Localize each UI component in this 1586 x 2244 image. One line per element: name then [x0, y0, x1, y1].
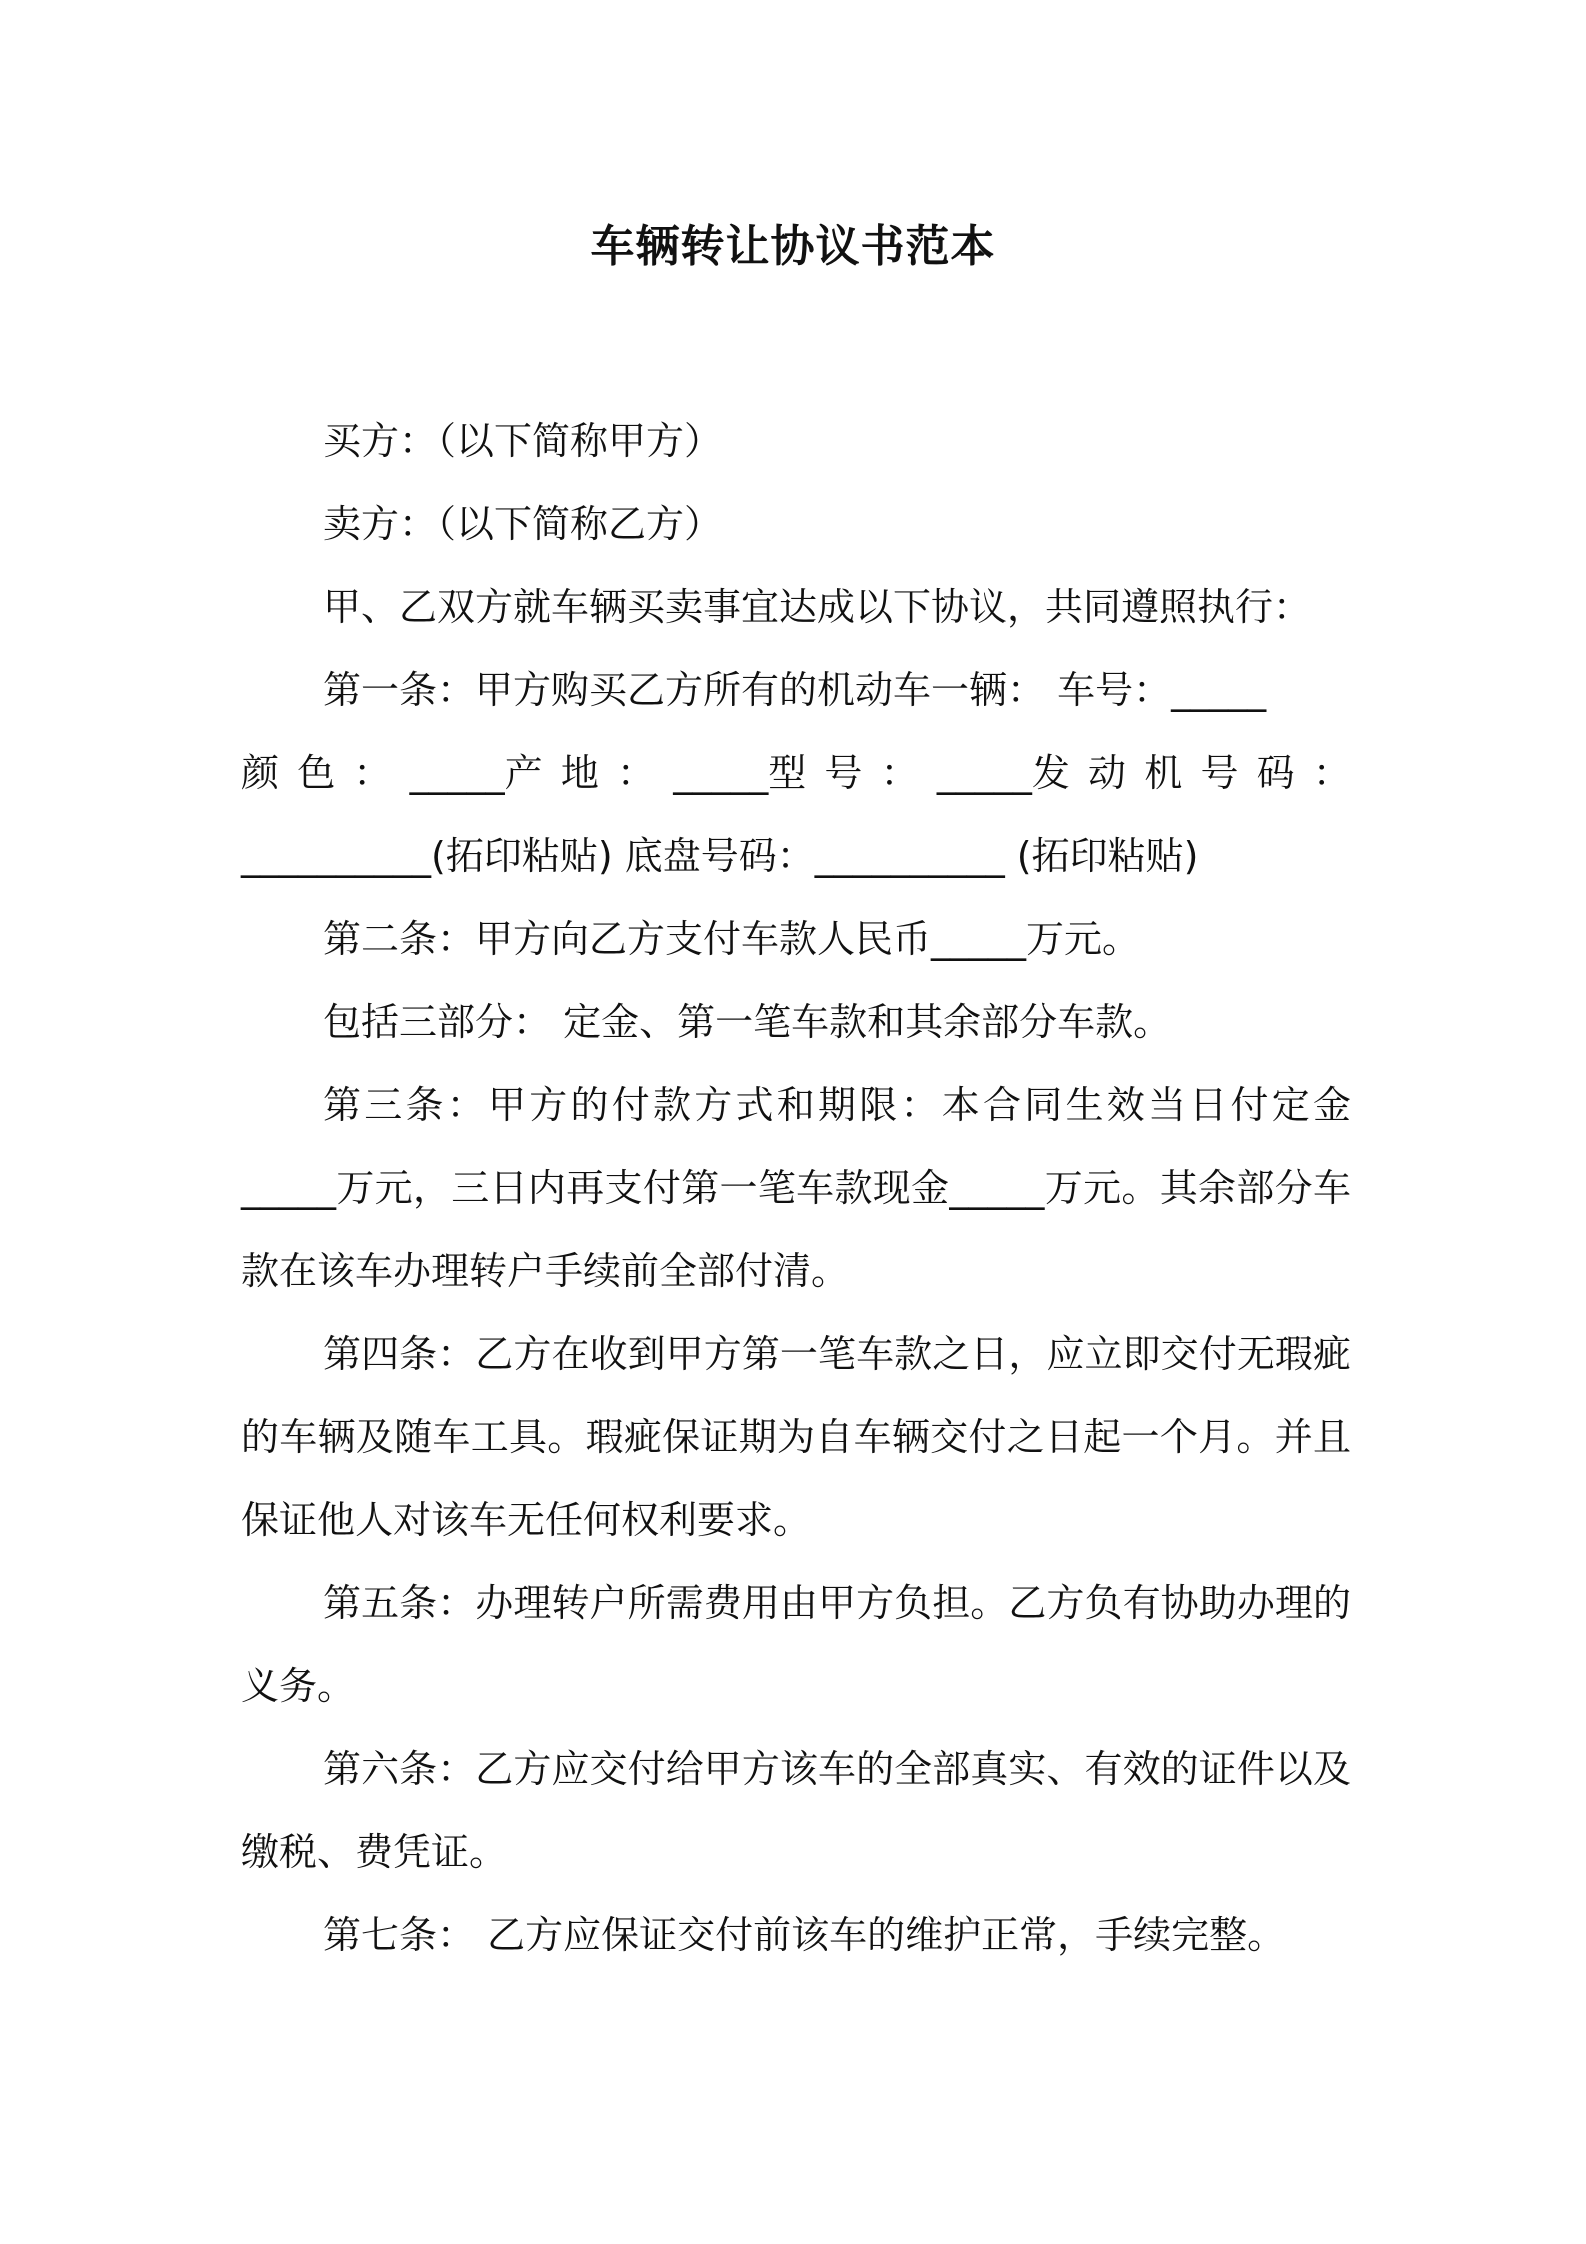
article-1-char: ： — [1312, 751, 1351, 795]
article-1-char: ： — [353, 751, 392, 795]
article-1-char: 地 — [560, 751, 599, 795]
article-1-line-3: __________(拓印粘贴) 底盘号码：__________ (拓印粘贴) — [241, 834, 1199, 878]
article-5: 第五条：办理转户所需费用由甲方负担。乙方负有协助办理的义务。 — [241, 1581, 1351, 1708]
article-1-char: 号 — [1200, 751, 1239, 795]
article-1-char: 颜 — [241, 751, 280, 795]
article-1-char: 号 — [824, 751, 863, 795]
article-1-char: 码 — [1256, 751, 1295, 795]
document-title: 车辆转让协议书范本 — [590, 221, 996, 272]
article-1-char: 动 — [1088, 751, 1127, 795]
article-3: 第三条：甲方的付款方式和期限：本合同生效当日付定金_____万元，三日内再支付第一笔车款现金_____万元。其余部分车款在该车办理转户手续前全部付清。 — [241, 1083, 1351, 1293]
article-6: 第六条：乙方应交付给甲方该车的全部真实、有效的证件以及缴税、费凭证。 — [241, 1747, 1351, 1874]
article-7: 第七条： 乙方应保证交付前该车的维护正常，手续完整。 — [323, 1913, 1286, 1957]
intro-line: 甲、乙双方就车辆买卖事宜达成以下协议，共同遵照执行： — [323, 585, 1312, 629]
article-1-char: ： — [617, 751, 656, 795]
article-2: 第二条：甲方向乙方支付车款人民币_____万元。 — [323, 917, 1141, 961]
article-1-char: _____发 — [936, 751, 1070, 795]
article-1-char: 色 — [297, 751, 336, 795]
article-4: 第四条：乙方在收到甲方第一笔车款之日，应立即交付无瑕疵的车辆及随车工具。瑕疵保证期为自车辆交付之日起一个月。并且保证他人对该车无任何权利要求。 — [241, 1332, 1351, 1542]
article-1-char: _____型 — [673, 751, 807, 795]
seller-line: 卖方：（以下简称乙方） — [323, 502, 723, 546]
article-1-line-1: 第一条：甲方购买乙方所有的机动车一辆： 车号：_____ — [323, 668, 1267, 712]
article-1-char: 机 — [1144, 751, 1183, 795]
document-body — [241, 400, 1351, 1977]
article-2-subline: 包括三部分： 定金、第一笔车款和其余部分车款。 — [323, 1000, 1172, 1044]
article-1-char: ： — [880, 751, 919, 795]
article-1-char: _____产 — [409, 751, 543, 795]
article-1-line-2 — [241, 732, 1351, 815]
buyer-line: 买方：（以下简称甲方） — [323, 419, 723, 463]
